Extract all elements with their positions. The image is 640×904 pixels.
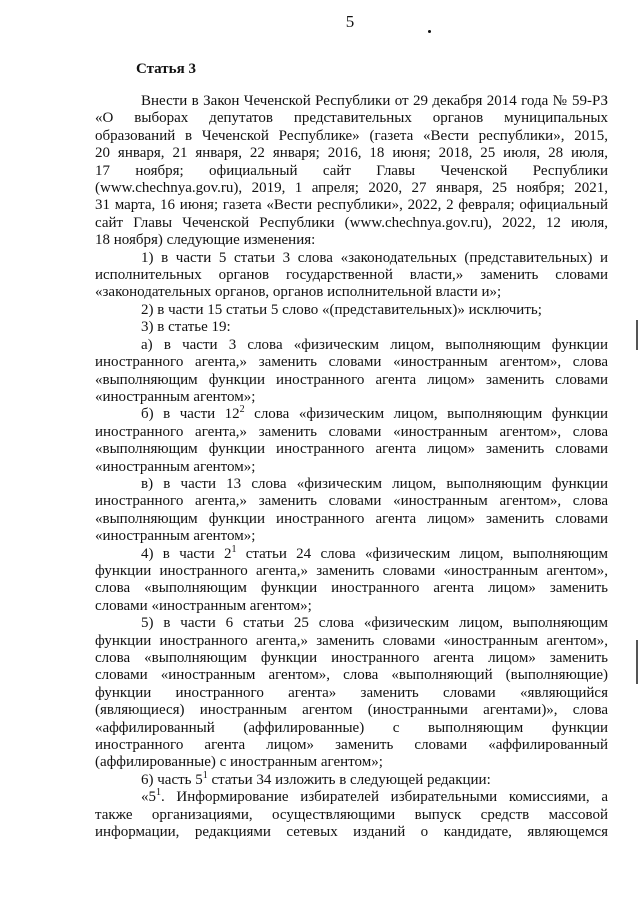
text-line: «иностранным агентом»; bbox=[95, 528, 256, 545]
text-line: «иностранным агентом»; bbox=[95, 388, 256, 405]
text-line: слова «выполняющим функции иностранного агента лицом» заменить bbox=[95, 650, 608, 666]
text-line: информации, редакциями сетевых изданий о кандидате, являющемся bbox=[95, 824, 608, 841]
text-line: словами «иностранным агентом», слова «выполняющий (выполняющие) bbox=[95, 667, 608, 684]
text-line: функции иностранного агента,» заменить словами «иностранным агентом», bbox=[95, 562, 608, 579]
text-line: «выполняющим функции иностранного агента лицом» заменить словами bbox=[95, 441, 608, 458]
text-line: также организациями, осуществляющими выпуск средств массовой bbox=[95, 806, 608, 823]
text-line: словами «иностранным агентом»; bbox=[95, 597, 312, 614]
text-line: 20 января, 21 января, 22 января; 2016, 18 июня; 2018, 25 июля, 28 июля, bbox=[95, 145, 608, 162]
text-line: «законодательных органов, органов исполнительной власти и»; bbox=[95, 284, 502, 301]
text-line: сайт Главы Чеченской Республики (www.chechnya.gov.ru), 2022, 12 июля, bbox=[95, 214, 608, 231]
text-line: иностранного агента,» заменить словами «иностранным агентом», слова bbox=[95, 354, 608, 371]
superscript: 1 bbox=[231, 543, 237, 555]
text-line: функции иностранного агента» заменить словами «являющийся bbox=[95, 684, 608, 701]
text-line: 1) в части 5 статьи 3 слова «законодательных (представительных) и bbox=[141, 249, 608, 266]
text-line: 4) в части $2^1$ статьи 24 слова «физическим лицом, выполняющим bbox=[141, 543, 608, 562]
text-line: «аффилированный (аффилированные) с выполняющим функции bbox=[95, 719, 608, 736]
text-line: 31 марта, 16 июня; газета «Вести республики», 2022, 2 февраля; официальный bbox=[95, 197, 608, 214]
text-line: 3) в статье 19: bbox=[141, 319, 231, 336]
text-line: «иностранным агентом»; bbox=[95, 458, 256, 475]
article-heading: Статья 3 bbox=[136, 61, 196, 77]
text-line: «выполняющим функции иностранного агента лицом» заменить словами bbox=[95, 510, 608, 527]
text-line: б) в части $12^2$ слова «физическим лицом, выполняющим функции bbox=[141, 404, 608, 423]
text-line: образований в Чеченской Республике» (газета «Вести республики», 2015, bbox=[95, 127, 608, 144]
text-line: 18 ноября) следующие изменения: bbox=[95, 232, 316, 249]
page-number: 5 bbox=[345, 12, 355, 31]
superscript: 1 bbox=[156, 787, 161, 799]
text-line: «выполняющим функции иностранного агента лицом» заменить словами bbox=[95, 371, 608, 388]
text-line: иностранного агента,» заменить словами «иностранным агентом», слова bbox=[95, 423, 608, 440]
article-body bbox=[95, 93, 608, 841]
superscript: 2 bbox=[239, 404, 245, 416]
scan-speck bbox=[428, 30, 431, 33]
superscript: 1 bbox=[202, 769, 208, 781]
text-line: а) в части 3 слова «физическим лицом, выполняющим функции bbox=[141, 336, 608, 353]
text-line: иностранного агента лицом» заменить словами «аффилированный bbox=[95, 737, 608, 754]
text-line: слова «выполняющим функции иностранного агента лицом» заменить bbox=[95, 580, 608, 597]
text-line: в) в части 13 слова «физическим лицом, выполняющим функции bbox=[141, 475, 608, 492]
text-line: 17 ноября; официальный сайт Главы Чеченской Республики bbox=[95, 162, 608, 179]
text-line: исполнительных органов государственной власти,» заменить словами bbox=[95, 267, 608, 284]
text-line: 5) в части 6 статьи 25 слова «физическим лицом, выполняющим bbox=[141, 615, 608, 632]
text-line: иностранного агента,» заменить словами «иностранным агентом», слова bbox=[95, 493, 608, 510]
scan-edge-mark bbox=[636, 320, 638, 350]
text-line: функции иностранного агента,» заменить словами «иностранным агентом», bbox=[95, 632, 608, 649]
text-line: 6) часть $5^1$ статьи 34 изложить в следующей редакции: bbox=[141, 769, 491, 788]
text-line: Внести в Закон Чеченской Республики от 29 декабря 2014 года № 59-РЗ bbox=[141, 93, 608, 109]
text-line: (www.chechnya.gov.ru), 2019, 1 апреля; 2020, 27 января, 25 ноября; 2021, bbox=[95, 180, 608, 197]
text-line: «О выборах депутатов представительных органов муниципальных bbox=[95, 110, 608, 127]
text-line: «$5^1$. Информирование избирателей избирательными комиссиями, а bbox=[141, 787, 608, 806]
text-line: (являющиеся) иностранным агентом (иностранными агентами)», слова bbox=[95, 702, 608, 719]
text-line: 2) в части 15 статьи 5 слово «(представительных)» исключить; bbox=[141, 301, 542, 318]
scan-edge-mark bbox=[636, 640, 638, 684]
text-line: (аффилированные) с иностранным агентом»; bbox=[95, 754, 383, 771]
